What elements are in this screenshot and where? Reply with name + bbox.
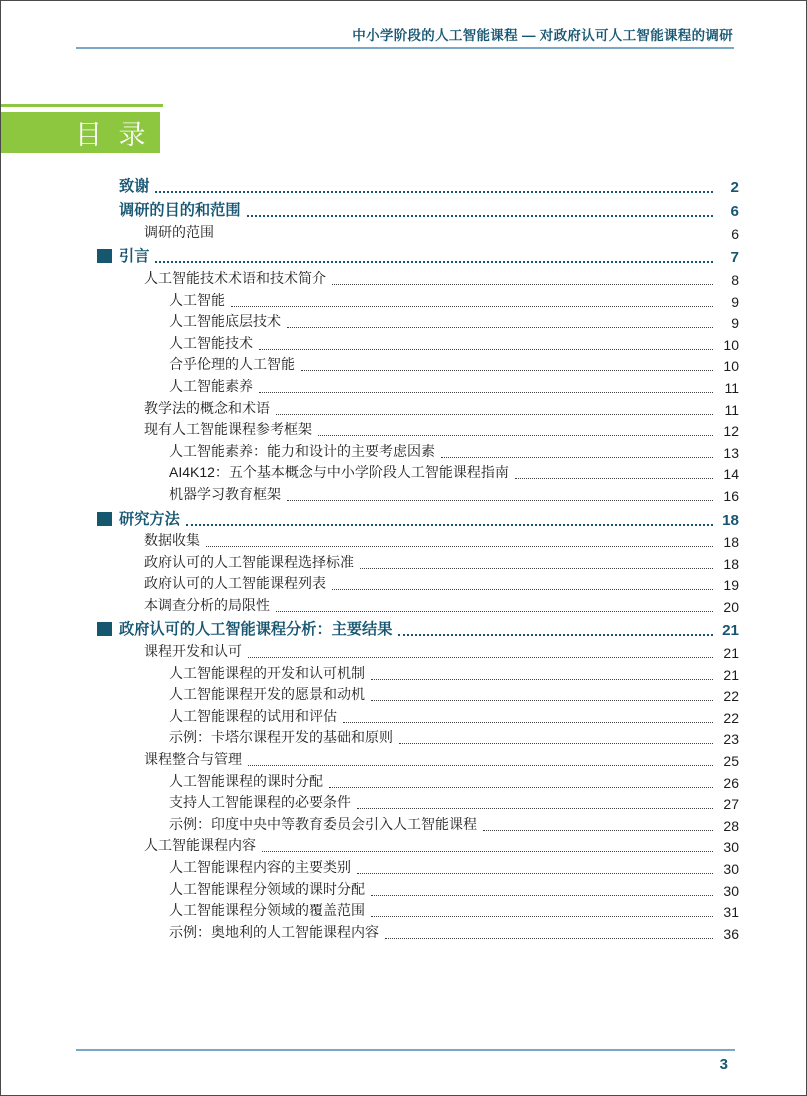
toc-entry[interactable]: [1, 812, 739, 834]
toc-entry-page: 2: [730, 178, 739, 196]
toc-entry-page: 18: [722, 511, 739, 529]
dot-leader: [247, 215, 714, 217]
toc-entry-label: 人工智能底层技术: [169, 313, 281, 330]
toc-entry-page: 11: [724, 401, 739, 418]
toc-entry-label: 人工智能素养：能力和设计的主要考虑因素: [169, 442, 435, 459]
dot-leader: [206, 546, 713, 547]
toc-entry-page: 30: [723, 861, 739, 877]
toc-entry-page: 6: [731, 225, 739, 242]
square-bullet-icon: [97, 249, 112, 263]
dot-leader: [259, 392, 713, 393]
toc-entry-page: 23: [723, 731, 739, 748]
toc-entry-page: 30: [723, 839, 739, 856]
toc-entry[interactable]: [1, 374, 739, 396]
dot-leader: [483, 830, 713, 831]
footer-page-number: 3: [719, 1056, 728, 1073]
dot-leader: [301, 370, 713, 371]
toc-entry-label: 人工智能课程的课时分配: [169, 772, 323, 789]
toc-entry-page: 18: [723, 534, 739, 551]
page-header-title: 中小学阶段的人工智能课程 — 对政府认可人工智能课程的调研: [352, 28, 733, 43]
toc-entry-label: 人工智能素养: [169, 377, 253, 394]
toc-entry-page: 22: [723, 709, 739, 726]
toc-entry-page: 31: [723, 904, 739, 921]
toc-entry-page: 21: [723, 666, 739, 683]
toc-entry-page: 9: [731, 315, 739, 332]
toc-entry-label: 人工智能课程内容的主要类别: [169, 859, 351, 875]
toc-entry[interactable]: [1, 855, 739, 877]
toc-entry-page: 20: [723, 598, 739, 615]
toc-entry-page: 10: [723, 358, 739, 375]
toc-entry[interactable]: [1, 747, 739, 769]
toc-entry-label: 合乎伦理的人工智能: [169, 356, 295, 373]
toc-accent-line: [1, 104, 163, 107]
toc-entry-label: 示例：卡塔尔课程开发的基础和原则: [169, 729, 393, 746]
toc-entry[interactable]: [1, 593, 739, 615]
toc-entry-page: 16: [723, 487, 739, 504]
toc-entry-label: 调研的范围: [144, 223, 214, 240]
toc-entry[interactable]: [1, 550, 739, 572]
toc-entry-page: 26: [723, 774, 739, 791]
toc-entry[interactable]: [1, 683, 739, 705]
toc-entry-page: 19: [723, 577, 739, 594]
toc-entry-label: 人工智能课程分领域的课时分配: [169, 880, 365, 897]
toc-entry-label: 数据收集: [144, 532, 200, 549]
dot-leader: [276, 414, 713, 415]
toc-entry[interactable]: [1, 661, 739, 683]
toc-entry-page: 12: [723, 423, 739, 440]
toc-entry-label: 课程开发和认可: [144, 643, 242, 660]
toc-entry-label: 政府认可的人工智能课程分析：主要结果: [119, 621, 393, 639]
toc-entry-label: 人工智能课程内容: [144, 837, 256, 854]
toc-entry-label: 教学法的概念和术语: [144, 399, 270, 416]
toc-entry-page: 28: [723, 817, 739, 834]
toc-entry-page: 7: [730, 249, 739, 267]
toc-entry[interactable]: [1, 618, 739, 640]
dot-leader: [399, 743, 713, 744]
toc-entry-label: 示例：奥地利的人工智能课程内容: [169, 923, 379, 940]
dot-leader: [231, 306, 713, 307]
dot-leader: [371, 700, 713, 701]
dot-leader: [155, 261, 713, 263]
toc-entry-label: 人工智能技术术语和技术简介: [144, 269, 326, 286]
toc-entry-label: 人工智能课程开发的愿景和动机: [169, 686, 365, 703]
toc-entry[interactable]: [1, 572, 739, 594]
toc-entry[interactable]: [1, 461, 739, 483]
toc-entry-page: 30: [723, 882, 739, 899]
square-bullet-icon: [97, 622, 112, 636]
table-of-contents: [1, 171, 739, 942]
dot-leader: [287, 500, 713, 501]
toc-entry-page: 36: [723, 925, 739, 942]
toc-entry[interactable]: [1, 310, 739, 332]
toc-entry[interactable]: [1, 877, 739, 899]
dot-leader: [441, 457, 713, 458]
toc-entry[interactable]: [1, 288, 739, 310]
dot-leader: [248, 657, 713, 658]
toc-entry-page: 14: [723, 466, 739, 483]
toc-entry[interactable]: [1, 396, 739, 418]
dot-leader: [186, 524, 713, 526]
dot-leader: [371, 895, 713, 896]
toc-entry-page: 13: [723, 444, 739, 461]
toc-entry-label: 政府认可的人工智能课程列表: [144, 575, 326, 592]
toc-entry-page: 27: [723, 796, 739, 813]
toc-entry[interactable]: [1, 769, 739, 791]
toc-entry-label: 人工智能技术: [169, 334, 253, 351]
dot-leader: [155, 191, 713, 193]
header-divider-line: [76, 47, 734, 49]
toc-entry[interactable]: [1, 726, 739, 748]
dot-leader: [398, 634, 713, 636]
toc-entry[interactable]: [1, 507, 739, 529]
toc-entry-page: 18: [723, 555, 739, 572]
toc-entry-label: 支持人工智能课程的必要条件: [169, 794, 351, 811]
dot-leader: [515, 478, 713, 479]
dot-leader: [371, 916, 713, 917]
toc-entry-label: 人工智能课程的开发和认可机制: [169, 664, 365, 681]
dot-leader: [357, 808, 713, 809]
toc-entry-page: 25: [723, 753, 739, 770]
toc-entry[interactable]: [1, 418, 739, 440]
dot-leader: [332, 589, 713, 590]
toc-entry-label: 致谢: [119, 177, 150, 195]
toc-entry[interactable]: [1, 791, 739, 813]
dot-leader: [360, 568, 713, 569]
dot-leader: [248, 765, 713, 766]
toc-entry[interactable]: [1, 899, 739, 921]
toc-entry[interactable]: [1, 199, 739, 221]
toc-entry-page: 8: [731, 271, 739, 288]
toc-entry[interactable]: [1, 266, 739, 288]
dot-leader: [318, 435, 713, 436]
toc-entry[interactable]: [1, 920, 739, 942]
dot-leader: [262, 851, 713, 852]
dot-leader: [276, 611, 713, 612]
toc-entry-page: 6: [730, 203, 739, 221]
toc-entry-label: 示例：印度中央中等教育委员会引入人工智能课程: [169, 815, 477, 832]
toc-entry-label: 人工智能课程分领域的覆盖范围: [169, 902, 365, 919]
toc-entry[interactable]: [1, 704, 739, 726]
toc-entry-page: 21: [722, 622, 739, 640]
toc-entry[interactable]: [1, 439, 739, 461]
dot-leader: [357, 873, 713, 874]
footer-divider-line: [76, 1049, 735, 1051]
toc-entry-label: 调研的目的和范围: [119, 202, 241, 220]
toc-title: 目 录: [75, 120, 146, 150]
toc-entry[interactable]: [1, 353, 739, 375]
toc-title-banner: [1, 112, 160, 153]
toc-entry[interactable]: [1, 834, 739, 856]
toc-entry[interactable]: [1, 482, 739, 504]
dot-leader: [371, 679, 713, 680]
toc-entry-label: 引言: [119, 248, 150, 266]
toc-entry[interactable]: [1, 245, 739, 267]
toc-entry-label: 研究方法: [119, 510, 180, 528]
toc-entry[interactable]: [1, 220, 739, 242]
toc-entry[interactable]: [1, 174, 739, 196]
square-bullet-icon: [97, 512, 112, 526]
dot-leader: [287, 327, 713, 328]
dot-leader: [332, 284, 713, 285]
toc-entry[interactable]: [1, 331, 739, 353]
toc-entry[interactable]: [1, 639, 739, 661]
toc-entry-page: 22: [723, 688, 739, 705]
toc-entry-label: AI4K12：五个基本概念与中小学阶段人工智能课程指南: [169, 464, 509, 481]
toc-entry-label: 人工智能课程的试用和评估: [169, 707, 337, 724]
toc-entry-page: 21: [723, 645, 739, 662]
toc-entry-label: 现有人工智能课程参考框架: [144, 421, 312, 438]
toc-entry-label: 人工智能: [169, 291, 225, 308]
toc-entry-label: 政府认可的人工智能课程选择标准: [144, 553, 354, 570]
toc-entry[interactable]: [1, 529, 739, 551]
toc-entry-page: 11: [724, 379, 739, 396]
dot-leader: [343, 722, 713, 723]
toc-entry-label: 机器学习教育框架: [169, 485, 281, 502]
dot-leader: [385, 938, 713, 939]
dot-leader: [259, 349, 713, 350]
toc-entry-label: 课程整合与管理: [144, 751, 242, 768]
dot-leader: [329, 787, 713, 788]
toc-entry-label: 本调查分析的局限性: [144, 596, 270, 613]
toc-entry-page: 10: [723, 336, 739, 353]
toc-entry-page: 9: [731, 293, 739, 310]
